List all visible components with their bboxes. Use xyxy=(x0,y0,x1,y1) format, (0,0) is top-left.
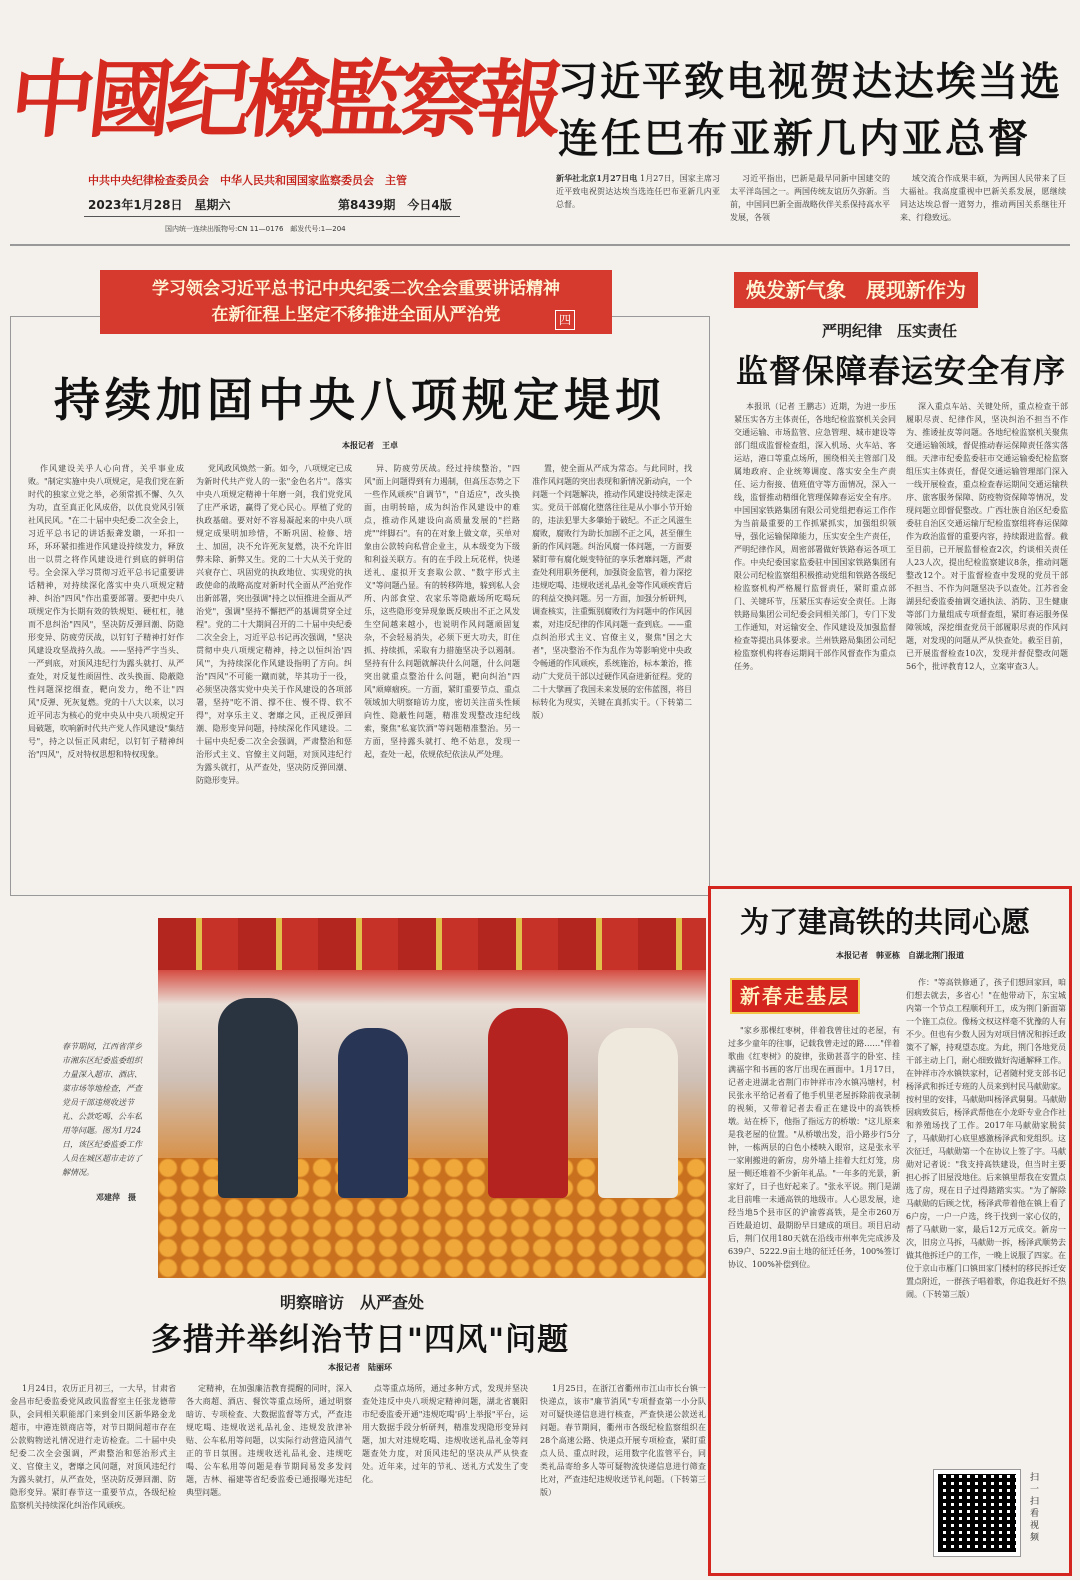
bottom-kicker: 明察暗访 从严查处 xyxy=(280,1293,425,1312)
right-col2: 深入重点车站、关键处所，重点检查干部履职尽责、纪律作风，坚决纠治不担当不作为、推诿扯皮等问题。各地纪检监察机关聚焦交通运输领域，督促推动春运保障责任落实落细。天津市纪委监委驻市交通运输委纪检监察组压实主体责任，督促交通运输管理部门深入一线开展检查，重点检查春运期间交通运输秩序、旅客服务保障、防疫物资保障等情况，发现问题立即督促整改。广西壮族自治区纪委监委驻自治区交通运输厅纪检监察组将春运保障作为政治监督的重要内容，持续跟进监督。截至目前，已开展监督检查2次，约谈相关责任人23人次，提出纪检监察建议8条，推动问题整改12个。对于监督检查中发现的党员干部不担当、不作为问题坚决予以查处。江苏省金湖县纪委监委抽调交通执法、消防、卫生健康等部门力量组成专项督查组，紧盯春运服务保障领域，深挖细查党员干部履职尽责的作风问题，对发现的问题从严从快查处。截至目前，已开展监督检查10次，发现并督促整改问题56个，批评教育12人，立案审查3人。 xyxy=(906,402,1068,671)
main-article-col3: 异、防疲劳厌战。经过持续整治，"四风"面上问题得到有力遏制，但高压态势之下一些作风顽疾"自调节"，"自适应"，改头换面，由明转暗，成为纠治作风建设中的难点，推动作风建设向高质量发展的"拦路虎""绊脚石"。有的在对象上做文章，买单对象由公款转向私营企业主，从本级变为下级和利益关联方。有的在手段上玩花样，快递送礼、虚拟开支套取公款、"数字形式主义"等问题凸显。有的转移阵地，躲到私人会所、内部食堂、农家乐等隐蔽场所吃喝玩乐，这些隐形变异现象既反映出不正之风发生空间越来越小，也说明作风问题顽固复杂，不会轻易消失，必须下更大功夫，盯住抓、持续抓，采取有力措施坚决予以遏制。坚持有什么问题就解决什么问题，什么问题突出就重点整治什么问题，靶向纠治"四风"顽瘴痼疾。一方面，紧盯重要节点、重点领域加大明察暗访力度，密切关注苗头性倾向性、隐蔽性问题，精准发现整改违纪线索，聚焦"私宴饮酒"等问题精准整治。另一方面，坚持露头就打、绝不姑息，发现一起，查处一起，依规依纪依法从严处理。 xyxy=(364,464,520,759)
date: 2023年1月28日 xyxy=(88,198,183,212)
photo-person-3 xyxy=(488,1008,568,1198)
photo-credit: 邓建萍 摄 xyxy=(96,1192,136,1202)
photo-caption: 春节期间，江西省萍乡市湘东区纪委监委组织力量深入超市、酒店、菜市场等地检查，严查党员干部违规收送节礼、公款吃喝、公车私用等问题。图为1月24日，该区纪委监委工作人员在城区超市走访了解情况。 xyxy=(62,1042,142,1177)
feature-col2: 作："等高铁修通了，孩子们想回家回，咱们想去就去，多省心！"在他带动下，东宝城内第一个节点工程顺利开工，成为荆门新面第一个施工点位。像杨文权这样毫不犹豫的人有不少。但也有少数人因为对项目情况和拆迁政策不了解，持观望态度。为此，荆门各地党员干部主动上门，耐心细致做好沟通解释工作。在钟祥市冷水镇铁家村，记者随村党支部书记杨泽武和拆迁专班的人员来到村民马献勋家。按村里的安排，马献勋叫杨泽武舅舅。马献勋因病致贫后，杨泽武帮他在小龙虾专业合作社和养殖场找了工作。2017年马献勋家脱贫了，马献勋打心底里感激杨泽武和党组织。这次征迁，马献勋第一个在协议上签了字。马献勋对记者说："我支持高铁建设，但当时主要担心拆了旧屋没地住。后来镇里帮我在安置点选了房，现在日子过得踏踏实实。"为了解除马献勋的后顾之忧，杨泽武带着他在镇上看了6户房，一户一户选，终于找到一家心仪的，帮了马献勋一家，最后12万元成交。新房一次，旧房立马拆，马献勋一拆，杨泽武顺势去做其他拆迁户的工作，一晚上说服了四家。在位于京山市雁门口镇田家门楼村的移民拆迁安置点附近，一群孩子唱着歌，你追我赶好不热闹。（下转第三版） xyxy=(906,978,1066,1299)
top-story-col3: 域交流合作成果丰硕，为两国人民带来了巨大福祉。我高度重视中巴新关系发展，愿继续同达达埃总督一道努力，推动两国关系继往开来、行稳致远。 xyxy=(900,174,1066,222)
publication-codes: 国内统一连续出版物号:CN 11—0176 邮发代号:1—204 xyxy=(165,225,346,233)
right-kicker: 严明纪律 压实责任 xyxy=(822,322,958,340)
top-story-col1: 新华社北京1月27日电 1月27日，国家主席习近平致电祝贺达达埃当选连任巴布亚新几内亚总督。 xyxy=(556,173,720,209)
bottom-col1: 1月24日，农历正月初三，一大早，甘肃省金昌市纪委监委党风政风监督室主任张龙德带队，会同相关职能部门来到金川区新华路金龙超市，中港连锁商店等，对节日期间超市存在公款购物送礼情况进行走访检查。二十届中央纪委二次全会强调，严肃整治和惩治形式主义、官僚主义，奢靡之风问题，对顶风违纪行为露头就打，从严查处，坚决防反弹回潮、防隐形变异。紧盯春节这一重要节点，各级纪检监察机关持续深化纠治作风顽疾。 xyxy=(10,1384,176,1510)
issue: 第8439期 xyxy=(338,198,396,212)
right-banner: 焕发新气象 展现新作为 xyxy=(734,272,978,308)
main-article-byline: 本报记者 王卓 xyxy=(342,441,398,450)
top-story-headline-line1: 习近平致电视贺达达埃当选 xyxy=(558,58,1062,105)
feature-tag: 新春走基层 xyxy=(730,978,860,1014)
feature-col1: "家乡那棵红枣树，伴着我曾往过的老屋，有过多少童年的往事，记载我曾走过的路……"伴着歌曲《红枣树》的旋律，张勋甚喜字的卧室、挂满福字和书画的客厅出现在画面中。1月17日，记者走进湖北省荆门市钟祥市冷水镇冯塘村，村民张永平给记者看了他手机里老屋拆除前夜录制的视频，又带着记者去看正在建设中的高铁桥墩。站在桥下，他指了指远方的桥墩："这儿原来是我老屋的位置。"从桥墩出发，沿小路步行5分钟，一栋两层的白色小楼映入眼帘，这是张永平一家刚搬进的新房，房外墙上挂着大红灯笼，房屋一侧还堆着不少新年礼品。"一年多的光景，新家好了，日子也好起来了。"张永平说。荆门是湖北目前唯一未通高铁的地级市。人心思发展，途经当地5个县市区的沪渝蓉高铁，是全市260万百姓最迫切、最期盼早日建成的项目。项目启动后，荆门仅用180天就在沿线市州率先完成涉及639户、5222.9亩土地的征迁任务，100%签订协议、100%补偿到位。 xyxy=(728,1026,900,1269)
feature-title: 为了建高铁的共同心愿 xyxy=(740,905,1031,939)
qr-label: 扫一扫 看视频 xyxy=(1030,1473,1049,1543)
top-story-lead: 新华社北京1月27日电 xyxy=(556,173,638,183)
series-banner-line2: 在新征程上坚定不移推进全面从严治党 xyxy=(211,305,501,325)
masthead-rule xyxy=(84,216,460,217)
main-article-col1: 作风建设关乎人心向背，关乎事业成败。"制定实施中央八项规定，是我们党在新时代的独家立党之举，必须常抓不懈、久久为功，直至真正化风成俗，以优良党风引领社风民风。"在二十届中央纪委二次全会上，习近平总书记的讲话振聋发聩，一环扣一环，环环紧扣推进作风建设持续发力，释放出一以贯之将作风建设进行到底的鲜明信号。全会深入学习贯彻习近平总书记重要讲话精神，对持续深化落实中央八项规定精神、纠治"四风"作出重要部署。要把中央八项规定作为长期有效的铁规矩、硬杠杠，驰而不息纠治"四风"，坚决防反弹回潮、防隐形变异、防疲劳厌战，以钉钉子精神打好作风建设攻坚战持久战。——坚持严字当头、一严到底，对顶风违纪行为露头就打、从严查处，对反复性顽固性、改头换面、隐蔽隐性问题深挖细查，靶向发力，绝不让"四风"反弹、死灰复燃。党的十八大以来，以习近平同志为核心的党中央从中央八项规定开局破题，吹响新时代共产党人作风建设"集结号"，持之以恒正风肃纪，以钉钉子精神纠治"四风"，反对特权思想和特权现象。 xyxy=(28,464,184,759)
photo-person-1 xyxy=(218,998,298,1198)
bottom-col4: 1月25日，在浙江省衢州市江山市长台镇一快递点，该市"廉节消风"专项督查第一小分队对可疑快递信息进行核查，严查快递公款送礼问题。春节期间，衢州市各级纪检监察组织在28个高速公路、快递点开展专项检查，紧盯重点人员、重点时段，运用数字化监管平台，同类礼品寄给多人等可疑物流快递信息进行筛查比对，严查违纪违规收送节礼问题。（下转第三版） xyxy=(540,1384,706,1497)
photo-lanterns xyxy=(158,918,706,970)
section-divider xyxy=(10,244,1070,246)
photo-person-4 xyxy=(598,1028,678,1198)
bottom-col2: 定精神，在加强廉洁教育提醒的同时，深入各大商超、酒店、餐饮等重点场所，通过明察暗访、专项检查、大数据监督等方式，严查违规吃喝、违规收送礼品礼金、违规发放津补贴、公车私用等问题，以实际行动营造风清气正的节日氛围。违规收送礼品礼金、违规吃喝、公车私用等问题是春节期间易发多发问题，吉林、福建等省纪委监委已通报曝光违纪典型问题。 xyxy=(186,1384,352,1497)
sponsors-line: 中共中央纪律检查委员会 中华人民共和国国家监察委员会 主管 xyxy=(88,174,407,187)
photo-person-2 xyxy=(338,1028,408,1198)
bottom-byline: 本报记者 陆丽环 xyxy=(328,1363,392,1372)
pages: 今日4版 xyxy=(407,198,452,212)
masthead-title: 中國纪檢監察報 xyxy=(5,50,563,149)
bottom-title: 多措并举纠治节日"四风"问题 xyxy=(150,1322,570,1358)
series-banner xyxy=(100,270,612,334)
feature-byline: 本报记者 韩亚栋 自湖北荆门报道 xyxy=(836,951,964,960)
bottom-col3: 点等重点场所，通过多种方式，发现并坚决查处违反中央八项规定精神问题，湖北省襄阳市纪委监委开通"违规吃喝'码'上举报"平台，运用大数据手段分析研判，精准发现隐形变异问题，加大对违规吃喝、违规收送礼品礼金等问题查处力度，对顶风违纪的坚决从严从快查处。近年来，过年的节礼、送礼方式发生了变化。 xyxy=(362,1384,528,1484)
main-article-col4: 置，使全面从严成为常态。与此同时，找准作风问题的突出表现和新情况新动向，一个问题一个问题解决，推动作风建设持续走深走实。党员干部腐化堕落往往是从小事小节开始的，违法犯罪大多肇始于破纪。不正之风滋生腐败，腐败行为助长加剧不正之风，甚至催生新的作风问题。纠治风腐一体问题，一方面要紧盯带有腐化蜕变特征的享乐奢靡问题，严肃查处利用职务便利，加强资金监管，着力深挖违规吃喝、违规收送礼品礼金等作风顽疾背后的利益交换问题。另一方面，加强分析研判，调查核实，注重甄别腐败行为问题中的作风因素，对违反纪律的作风问题一查到底。——重点纠治形式主义、官僚主义，聚焦"国之大者"，坚决整治不作为乱作为等影响党中央政令畅通的作风顽疾，系统施治，标本兼治，推动广大党员干部以过硬作风奋进新征程。党的二十大擘画了我国未来发展的宏伟蓝图，将目标转化为现实，关键在真抓实干。（下转第二版） xyxy=(532,464,692,720)
issue-date xyxy=(88,196,230,213)
weekday: 星期六 xyxy=(194,198,231,212)
top-story-headline-line2: 连任巴布亚新几内亚总督 xyxy=(558,115,1031,162)
news-photo xyxy=(158,918,706,1278)
series-banner-line1: 学习领会习近平总书记中央纪委二次全会重要讲话精神 xyxy=(152,279,560,299)
right-title: 监督保障春运安全有序 xyxy=(736,352,1067,390)
qr-code[interactable] xyxy=(934,1470,1020,1556)
main-article-col2: 党风政风焕然一新。如今，八项规定已成为新时代共产党人的一张"金色名片"。落实中央八项规定精神十年磨一剑，我们党党风了庄严承诺，赢得了党心民心。厚植了党的执政基础。要对好不容易凝起来的中央八项规定成果明加珍惜，不断巩固、检修、培土、加固，决不允许死灰复燃，决不允许旧弊未除、新弊又生。党的二十大从关于党的兴衰存亡、巩固党的执政地位、实现党的执政使命的战略高度对新时代全面从严治党作出新部署，突出强调"持之以恒推进全面从严治党"，强调"坚持不懈把严的基调贯穿全过程"。党的二十大期间召开的二十届中央纪委二次全会上，习近平总书记再次强调，"坚决贯彻中央八项规定精神，持之以恒纠治'四风'"，为持续深化作风建设指明了方向。纠治"四风"不可能一蹴而就，毕其功于一役，必须坚决落实党中央关于作风建设的各项部署，坚持"吃不消、撑不住、慢不得、软不得"，对享乐主义、奢靡之风，正视反弹回潮、隐形变异问题，持续深化作风建设。二十届中央纪委二次全会强调，严肃整治和惩治形式主义、官僚主义问题，对顶风违纪行为露头就打，从严查处，坚决防反弹回潮、防隐形变异。 xyxy=(196,464,352,785)
series-badge: 四 xyxy=(555,310,575,330)
right-col1: 本报讯（记者 王鹏志）近期，为进一步压紧压实各方主体责任，各地纪检监察机关会同交通运输、市场监管、应急管理、城市建设等部门组成监督检查组，深入机场、火车站、客运站，港口等重点场所，围绕相关主管部门及属地政府、企业统筹调度、落实安全生产责任、运力衔接、值班值守等方面情况，深入一线，监督推动精细化管理保障春运安全有序。中国国家铁路集团有限公司党组把春运工作作为当前最重要的工作抓紧抓实，加强组织领导，强化运输保障能力，压实安全生产责任，严明纪律作风，周密部署做好铁路春运各项工作。中央纪委国家监委驻中国国家铁路集团有限公司纪检监察组积极推动党组和铁路各级纪检监察机构严格履行监督责任，紧盯重点部门、关键环节，压紧压实春运安全责任。上海铁路局集团公司纪委会同相关部门，专门下发工作通知，对运输安全、作风建设及加强监督检查等提出具体要求。兰州铁路局集团公司纪检监察机构将春运期间干部作风督查作为重点任务。 xyxy=(734,402,896,671)
top-story-col2: 习近平指出，巴新是最早同新中国建交的太平洋岛国之一。两国传统友谊历久弥新。当前，中国同巴新全面战略伙伴关系保持高水平发展，各领 xyxy=(730,174,890,222)
issue-number xyxy=(338,196,452,213)
main-article-title: 持续加固中央八项规定堤坝 xyxy=(54,373,666,427)
